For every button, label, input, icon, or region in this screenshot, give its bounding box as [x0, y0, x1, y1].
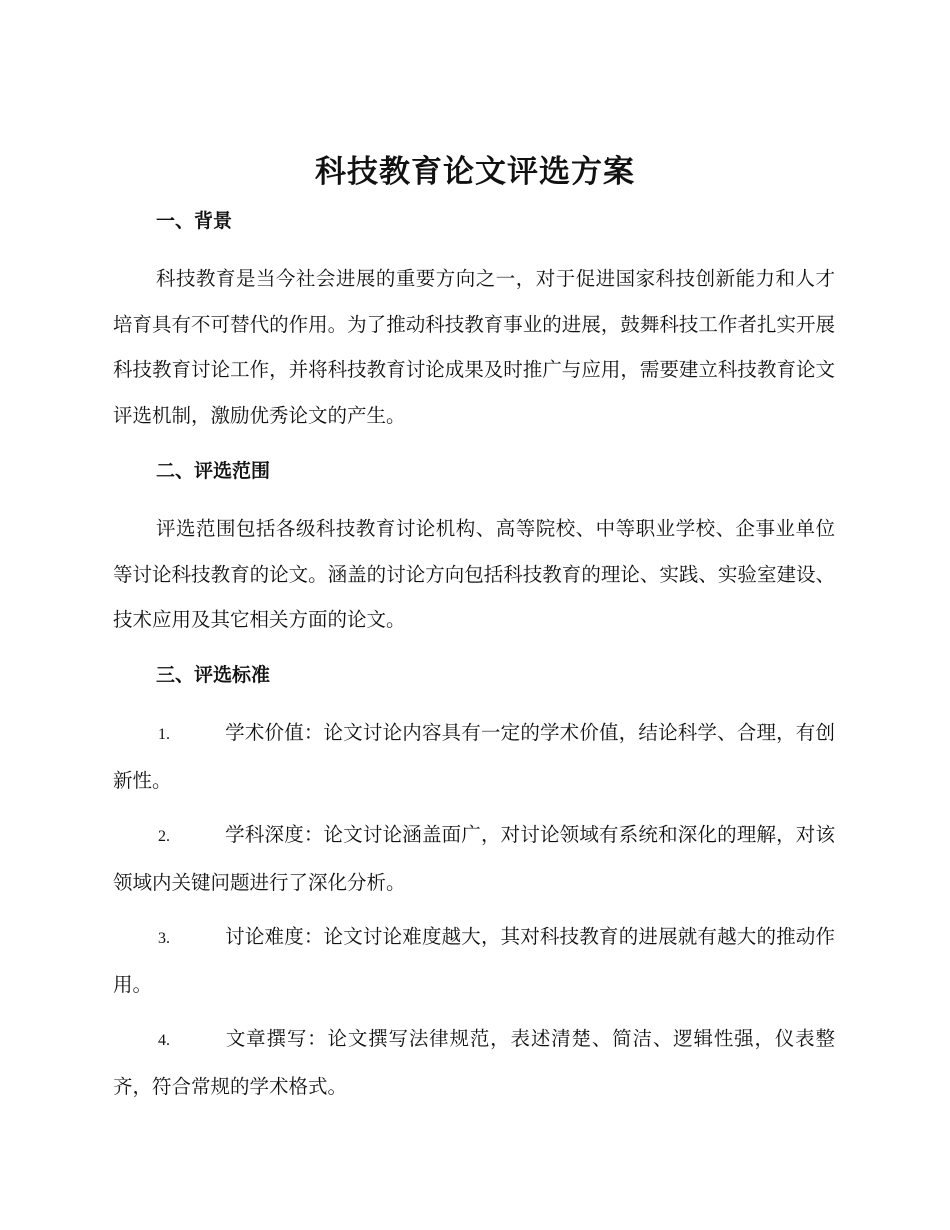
- list-item: [113, 710, 835, 803]
- list-item-text: 文章撰写：论文撰写法律规范，表述清楚、简洁、逻辑性强，仪表整齐，符合常规的学术格式。: [113, 1027, 835, 1098]
- list-item-text: 学术价值：论文讨论内容具有一定的学术价值，结论科学、合理，有创新性。: [113, 721, 835, 792]
- list-item-text: 学科深度：论文讨论涵盖面广，对讨论领域有系统和深化的理解，对该领域内关键问题进行了深化分析。: [113, 823, 835, 894]
- list-item-number: 4.: [158, 1032, 170, 1049]
- list-item: [113, 812, 835, 905]
- section-heading-criteria: 三、评选标准: [156, 664, 271, 686]
- list-item: [113, 914, 835, 1007]
- list-item-number: 1.: [158, 726, 170, 743]
- list-item: [113, 1016, 835, 1109]
- list-item-number: 2.: [158, 828, 170, 845]
- paragraph-scope: 评选范围包括各级科技教育讨论机构、高等院校、中等职业学校、企事业单位等讨论科技教育的论文。涵盖的讨论方向包括科技教育的理论、实践、实验室建设、技术应用及其它相关方面的论文。: [113, 517, 835, 631]
- paragraph-background: 科技教育是当今社会进展的重要方向之一，对于促进国家科技创新能力和人才培育具有不可替代的作用。为了推动科技教育事业的进展，鼓舞科技工作者扎实开展科技教育讨论工作，并将科技教育讨论成果及时推广与应用，需要建立科技教育论文评选机制，激励优秀论文的产生。: [113, 267, 835, 427]
- document-title: 科技教育论文评选方案: [315, 154, 635, 190]
- section-heading-scope: 二、评选范围: [156, 460, 271, 482]
- list-item-number: 3.: [158, 930, 170, 947]
- section-heading-background: 一、背景: [156, 210, 233, 232]
- list-item-text: 讨论难度：论文讨论难度越大，其对科技教育的进展就有越大的推动作用。: [113, 925, 835, 996]
